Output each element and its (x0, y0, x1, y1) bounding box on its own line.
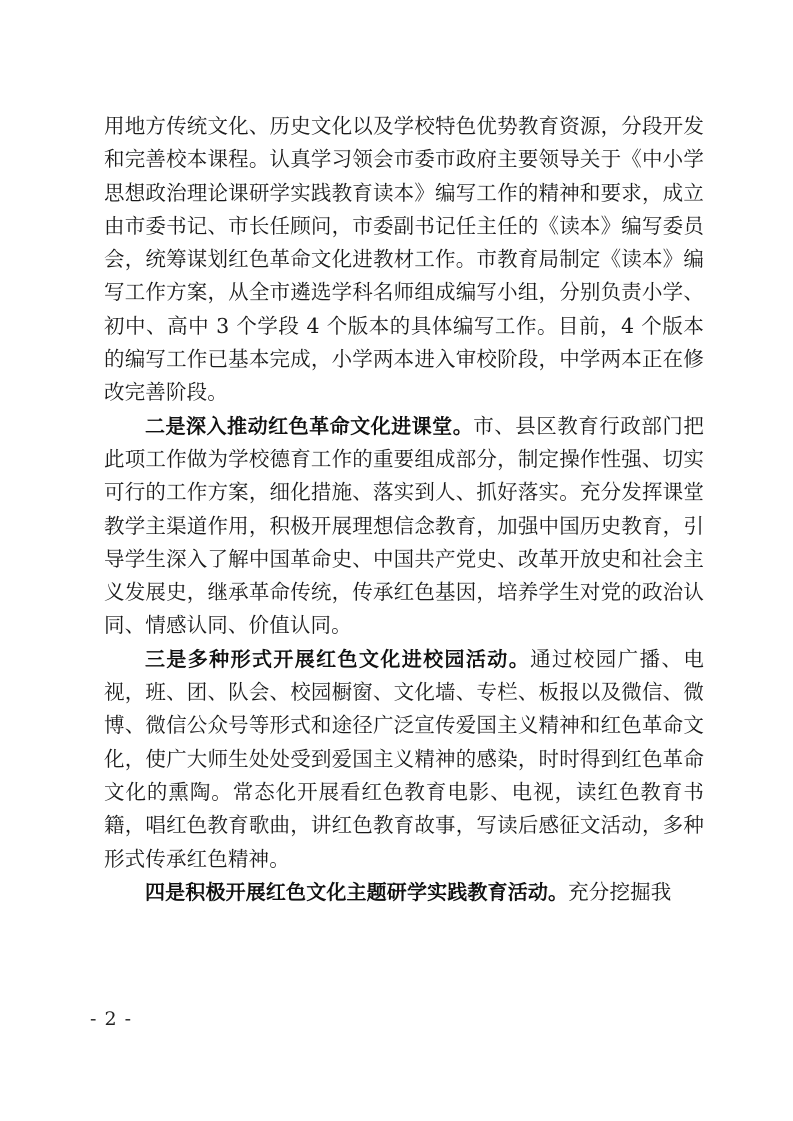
document-body (104, 110, 704, 909)
paragraph-text: 市、县区教育行政部门把此项工作做为学校德育工作的重要组成部分，制定操作性强、切实可行的工作方案，细化措施、落实到人、抓好落实。充分发挥课堂教学主渠道作用，积极开展理想信念教育，加强中国历史教育，引导学生深入了解中国革命史、中国共产党史、改革开放史和社会主义发展史，继承革命传统，传承红色基因，培养学生对党的政治认同、情感认同、价值认同。 (104, 413, 704, 638)
page-number: - 2 - (90, 1008, 133, 1030)
paragraph-continued (104, 110, 704, 410)
paragraph-text: 通过校园广播、电视，班、团、队会、校园橱窗、文化墙、专栏、板报以及微信、微博、微信公众号等形式和途径广泛宣传爱国主义精神和红色革命文化，使广大师生处处受到爱国主义精神的感染，时时得到红色革命文化的熏陶。常态化开展看红色教育电影、电视，读红色教育书籍，唱红色教育歌曲，讲红色教育故事，写读后感征文活动，多种形式传承红色精神。 (104, 646, 704, 871)
paragraph-study-tour (104, 876, 704, 909)
paragraph-campus (104, 643, 704, 876)
paragraph-text: 充分挖掘我 (568, 879, 672, 904)
paragraph-text: 用地方传统文化、历史文化以及学校特色优势教育资源，分段开发和完善校本课程。认真学习领会市委市政府主要领导关于《中小学思想政治理论课研学实践教育读本》编写工作的精神和要求，成立由市委书记、市长任顾问，市委副书记任主任的《读本》编写委员会，统筹谋划红色革命文化进教材工作。市教育局制定《读本》编写工作方案，从全市遴选学科名师组成编写小组，分别负责小学、初中、高中 3 个学段 4 个版本的具体编写工作。目前，4 个版本的编写工作已基本完成，小学两本进入审校阶段，中学两本正在修改完善阶段。 (104, 114, 704, 405)
paragraph-classroom (104, 410, 704, 643)
paragraph-heading: 四是积极开展红色文化主题研学实践教育活动。 (145, 879, 569, 904)
paragraph-heading: 二是深入推动红色革命文化进课堂。 (145, 413, 474, 438)
paragraph-heading: 三是多种形式开展红色文化进校园活动。 (145, 646, 531, 671)
